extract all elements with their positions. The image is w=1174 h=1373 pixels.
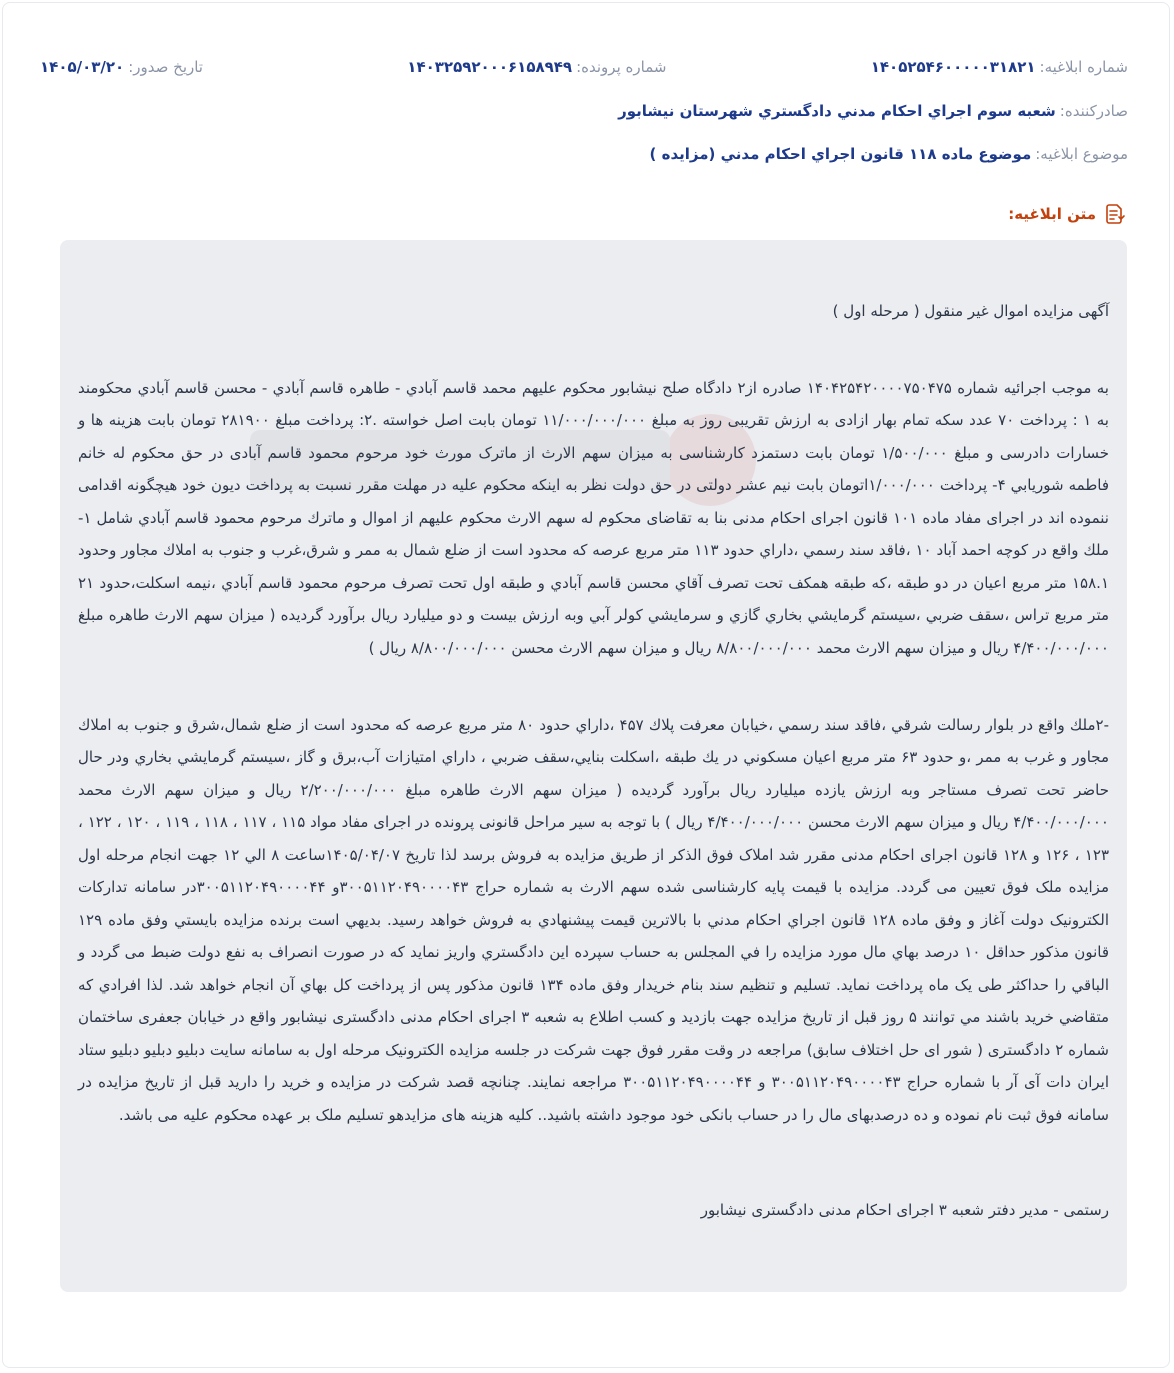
issuer-value: شعبه سوم اجراي احكام مدني دادگستري شهرستان نيشابور — [618, 102, 1056, 120]
issue-date — [40, 58, 203, 76]
issuer-label: صادرکننده: — [1059, 102, 1128, 120]
meta-row-numbers — [40, 58, 1128, 76]
subject-label: موضوع ابلاغیه: — [1035, 145, 1128, 163]
issue-date-value: ۱۴۰۵/۰۳/۲۰ — [40, 58, 125, 76]
subject-value: موضوع ماده ۱۱۸ قانون اجراي احكام مدني (مزايده ) — [649, 145, 1032, 163]
notice-paragraph-1: به موجب اجرائیه شماره ۱۴۰۴۲۵۴۲۰۰۰۰۷۵۰۴۷۵ صادره از۲ دادگاه صلح نیشابور محکوم علیهم محمد قاسم آبادي - طاهره قاسم آبادي - محسن قاسم آبادي محکومند به ۱ : پرداخت ۷۰ عدد سکه تمام بهار ازادی به ارزش تقریبی روز به مبلغ ۱۱/۰۰۰/۰۰۰/۰۰۰ تومان بابت اصل خواسته .۲: پرداخت مبلغ ۲۸۱۹۰۰ تومان بابت هزینه ها و خسارات دادرسی و مبلغ ۱/۵۰۰/۰۰۰ تومان بابت دستمزد کارشناسی به میزان سهم الارث از ماترک مورث خود مرحوم محمود قاسم آبادی در حق محکوم له خانم فاطمه شوریابي ۴- پرداخت ۱/۰۰۰/۰۰۰اتومان بابت نیم عشر دولتی در حق دولت نظر به اینکه محکوم علیه در مهلت مقرر نسبت به پرداخت دیون خود هیچگونه اقدامی ننموده اند در اجرای مفاد ماده ۱۰۱ قانون اجرای احکام مدنی بنا به تقاضای محکوم له سهم الارث محكوم عليهم از اموال و ماترك مرحوم محمود قاسم آبادي شامل ۱- ملك واقع در كوچه احمد آباد ۱۰ ،فاقد سند رسمي ،داراي حدود ۱۱۳ متر مربع عرصه كه محدود است از ضلع شمال به ممر و شرق،غرب و جنوب به املاك مجاور وحدود ۱۵۸.۱ متر مربع اعيان در دو طبقه ،كه طبقه همكف تحت تصرف آقاي محسن قاسم آبادي و طبقه اول تحت تصرف مرحوم محمود قاسم آبادي ،نيمه اسكلت،حدود ۲۱ متر مربع تراس ،سقف ضربي ،سيستم گرمايشي بخاري گازي و سرمايشي كولر آبي وبه ارزش بيست و دو ميليارد ريال برآورد گرديده ( ميزان سهم الارث طاهره مبلغ ۴/۴۰۰/۰۰۰/۰۰۰ ريال و ميزان سهم الارث محمد ۸/۸۰۰/۰۰۰/۰۰۰ ريال و ميزان سهم الارث محسن ۸/۸۰۰/۰۰۰/۰۰۰ ريال ) — [78, 378, 1109, 657]
issue-date-label: تاریخ صدور: — [128, 58, 203, 76]
case-number-value: ۱۴۰۳۲۵۹۲۰۰۰۶۱۵۸۹۴۹ — [407, 58, 573, 76]
notice-heading: آگهی مزايده اموال غیر منقول ( مرحله اول ) — [832, 301, 1109, 320]
subject-row — [40, 145, 1128, 163]
notice-number-value: ۱۴۰۵۲۵۴۶۰۰۰۰۰۳۱۸۲۱ — [870, 58, 1036, 76]
notice-paragraph-2: -۲ملك واقع در بلوار رسالت شرقي ،فاقد سند رسمي ،خيابان معرفت پلاك ۴۵۷ ،داراي حدود ۸۰ متر مربع عرصه كه محدود است از ضلع شمال،شرق و جنوب به املاك مجاور و غرب به ممر ،و حدود ۶۳ متر مربع اعيان مسكوني در يك طبقه ،اسكلت بنايي،سقف ضربي ، داراي امتيازات آب،برق و گاز ،سيستم گرمايشي بخاري ودر حال حاضر تحت تصرف مستاجر وبه ارزش يازده ميليارد ريال برآورد گرديده ( ميزان سهم الارث طاهره مبلغ ۲/۲۰۰/۰۰۰/۰۰۰ ريال و ميزان سهم الارث محمد ۴/۴۰۰/۰۰۰/۰۰۰ ريال و ميزان سهم الارث محسن ۴/۴۰۰/۰۰۰/۰۰۰ ريال ) با توجه به سیر مراحل قانونی پرونده در اجرای مفاد مواد ۱۱۵ ، ۱۱۷ ، ۱۱۸ ، ۱۱۹ ، ۱۲۰ ، ۱۲۲ ، ۱۲۳ ، ۱۲۶ و ۱۲۸ قانون اجرای احکام مدنی مقرر شد املاک فوق الذکر از طریق مزایده به فروش برسد لذا تاریخ ۱۴۰۵/۰۴/۰۷ساعت ۸ الي ۱۲ جهت انجام مرحله اول مزایده ملک فوق تعیین می گردد. مزایده با قیمت پایه کارشناسی شده سهم الارث به شماره حراج ۳۰۰۵۱۱۲۰۴۹۰۰۰۰۴۳و ۳۰۰۵۱۱۲۰۴۹۰۰۰۰۴۴در سامانه تدارکات الکترونیک دولت آغاز و وفق ماده ۱۲۸ قانون اجراي احكام مدني با بالاترين قيمت پيشنهادي به فروش خواهد رسيد. بديهي است برنده مزايده بايستي وفق ماده ۱۲۹ قانون مذكور حداقل ۱۰ درصد بهاي مال مورد مزايده را في المجلس به حساب سپرده اين دادگستري واريز نمايد كه در صورت انصراف به نفع دولت ضبط می گردد و الباقي را حداكثر طی یک ماه پرداخت نمايد. تسليم و تنظيم سند بنام خريدار وفق ماده ۱۳۴ قانون مذكور پس از پرداخت كل بهاي آن انجام خواهد شد. لذا افرادي كه متقاضي خريد باشند مي توانند ۵ روز قبل از تاريخ مزايده جهت بازديد و كسب اطلاع به شعبه ۳ اجرای احکام مدنی دادگستری نیشابور واقع در خيابان جعفری ساختمان شماره ۲ دادگستری ( شور ای حل اختلاف سابق) مراجعه در وقت مقرر فوق جهت شركت در جلسه مزایده الکترونیک مرحله اول به سامانه سایت دبلیو دبلیو دبلیو ستاد ایران دات آی آر با شماره حراج ۳۰۰۵۱۱۲۰۴۹۰۰۰۰۴۳ و ۳۰۰۵۱۱۲۰۴۹۰۰۰۰۴۴ مراجعه نمایند. چنانچه قصد شرکت در مزایده و خرید را دارید قبل از تاریخ مزایده در سامانه فوق ثبت نام نموده و ده درصدبهای مال را در حساب بانکی خود موجود داشته باشید.. کلیه هزینه های مزایدهو تسلیم ملک بر عهده محکوم علیه می باشد. — [78, 715, 1110, 1124]
case-number — [407, 58, 666, 76]
notice-text-title-label: متن ابلاغیه: — [1008, 205, 1096, 223]
case-number-label: شماره پرونده: — [576, 58, 667, 76]
document-text-icon — [1102, 202, 1126, 226]
notice-body — [60, 240, 1127, 1292]
notice-number — [871, 58, 1128, 76]
notice-text-title — [1008, 202, 1126, 226]
notice-number-label: شماره ابلاغیه: — [1039, 58, 1128, 76]
notice-text — [78, 262, 1109, 1271]
issuer-row — [40, 102, 1128, 120]
notice-signature: رستمی - مدیر دفتر شعبه ۳ اجرای احکام مدنی دادگستری نیشابور — [700, 1200, 1109, 1219]
